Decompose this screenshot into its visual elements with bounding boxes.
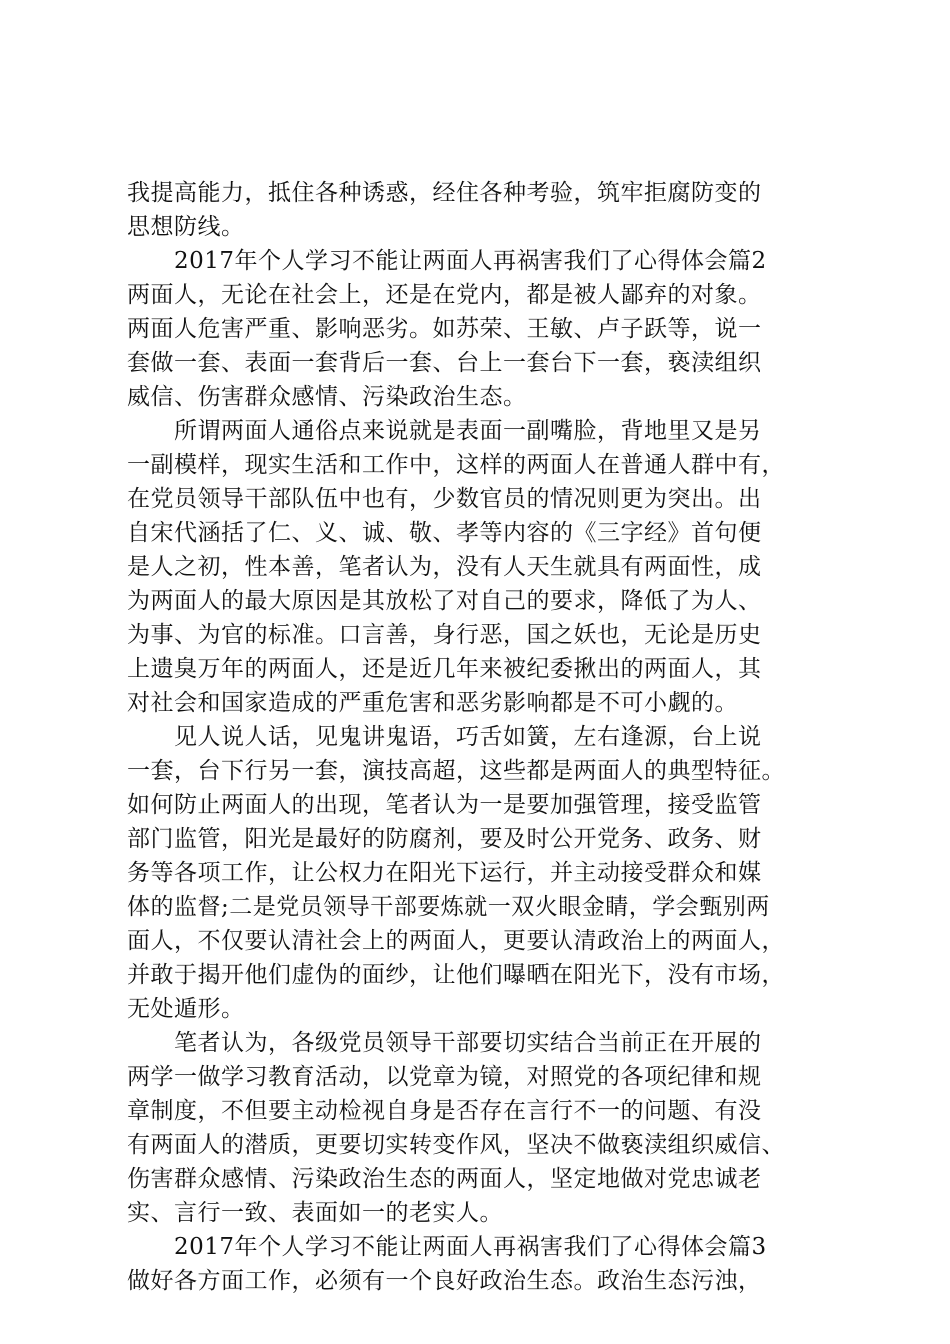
text-line: 两面人危害严重、影响恶劣。如苏荣、王敏、卢子跃等，说一	[127, 316, 762, 342]
text-line: 实、言行一致、表面如一的老实人。	[127, 1200, 503, 1226]
text-line: 伤害群众感情、污染政治生态的两面人，坚定地做对党忠诚老	[127, 1166, 762, 1192]
text-line: 为事、为官的标准。口言善，身行恶，国之妖也，无论是历史	[127, 622, 762, 648]
text-line: 部门监管，阳光是最好的防腐剂，要及时公开党务、政务、财	[127, 826, 762, 852]
text-line: 笔者认为，各级党员领导干部要切实结合当前正在开展的	[127, 1030, 762, 1056]
text-line: 套做一套、表面一套背后一套、台上一套台下一套，亵渎组织	[127, 350, 762, 376]
text-line: 无处遁形。	[127, 996, 245, 1022]
text-line: 有两面人的潜质，更要切实转变作风，坚决不做亵渎组织威信、	[127, 1132, 785, 1158]
text-line: 体的监督;二是党员领导干部要炼就一双火眼金睛，学会甄别两	[127, 894, 770, 920]
text-line: 面人，不仅要认清社会上的两面人，更要认清政治上的两面人，	[127, 928, 785, 954]
text-line: 思想防线。	[127, 214, 245, 240]
text-line: 两学一做学习教育活动，以党章为镜，对照党的各项纪律和规	[127, 1064, 762, 1090]
text-line: 为两面人的最大原因是其放松了对自己的要求，降低了为人、	[127, 588, 762, 614]
text-line: 我提高能力，抵住各种诱惑，经住各种考验，筑牢拒腐防变的	[127, 180, 762, 206]
text-line: 对社会和国家造成的严重危害和恶劣影响都是不可小觑的。	[127, 690, 738, 716]
text-line: 一套，台下行另一套，演技高超，这些都是两面人的典型特征。	[127, 758, 785, 784]
text-line: 见人说人话，见鬼讲鬼语，巧舌如簧，左右逢源，台上说	[127, 724, 762, 750]
text-line: 2017年个人学习不能让两面人再祸害我们了心得体会篇2	[127, 248, 767, 274]
text-line: 在党员领导干部队伍中也有，少数官员的情况则更为突出。出	[127, 486, 762, 512]
text-line: 两面人，无论在社会上，还是在党内，都是被人鄙弃的对象。	[127, 282, 762, 308]
text-line: 章制度，不但要主动检视自身是否存在言行不一的问题、有没	[127, 1098, 762, 1124]
text-line: 自宋代涵括了仁、义、诚、敬、孝等内容的《三字经》首句便	[127, 520, 762, 546]
text-line: 2017年个人学习不能让两面人再祸害我们了心得体会篇3	[127, 1234, 767, 1260]
text-line: 是人之初，性本善，笔者认为，没有人天生就具有两面性，成	[127, 554, 762, 580]
text-line: 一副模样，现实生活和工作中，这样的两面人在普通人群中有，	[127, 452, 785, 478]
text-line: 威信、伤害群众感情、污染政治生态。	[127, 384, 527, 410]
text-line: 所谓两面人通俗点来说就是表面一副嘴脸，背地里又是另	[127, 418, 762, 444]
text-line: 如何防止两面人的出现，笔者认为一是要加强管理，接受监管	[127, 792, 762, 818]
text-line: 上遗臭万年的两面人，还是近几年来被纪委揪出的两面人，其	[127, 656, 762, 682]
text-line: 做好各方面工作，必须有一个良好政治生态。政治生态污浊，	[127, 1268, 762, 1294]
text-line: 务等各项工作，让公权力在阳光下运行，并主动接受群众和媒	[127, 860, 762, 886]
text-line: 并敢于揭开他们虚伪的面纱，让他们曝晒在阳光下，没有市场，	[127, 962, 785, 988]
